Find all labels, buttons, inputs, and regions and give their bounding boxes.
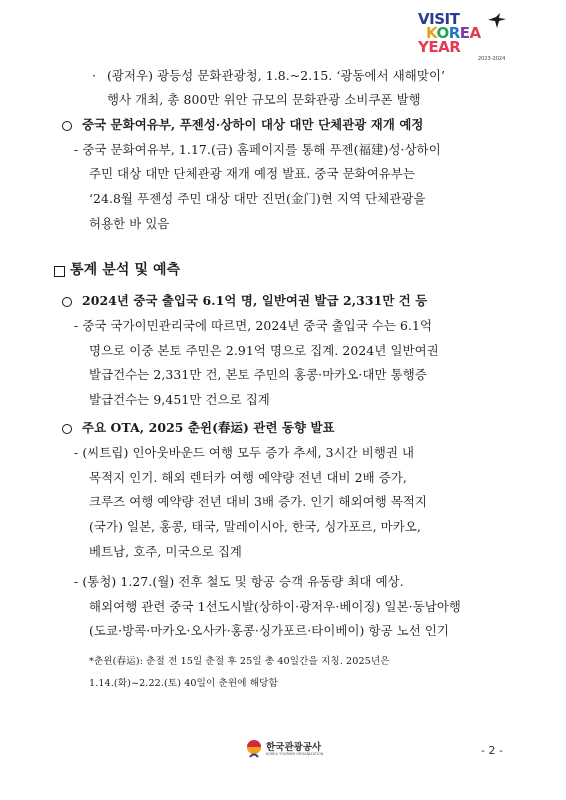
kto-org-name-en: KOREA TOURISM ORGANIZATION [266,752,324,756]
taiwan-line-4: 허용한 바 있음 [89,216,170,231]
ctrip-line-5: 베트남, 호주, 미국으로 집계 [89,544,242,559]
kto-org-name: 한국관광공사 [266,742,322,753]
logo-line-year: YEAR [418,38,461,56]
note-line-1: *춘윈(春运): 춘절 전 15일 춘절 후 25일 총 40일간을 지칭. 2025년은 [89,656,390,667]
bird-icon [486,12,508,30]
intro-bullet: · [92,68,97,83]
kto-footer-logo [244,737,324,763]
ctrip-line-1: - (씨트립) 인아웃바운드 여행 모두 증가 추세, 3시간 비행권 내 [74,445,415,460]
intro-line-1: (광저우) 광등성 문화관광청, 1.8.~2.15. ‘광동에서 새해맞이’ [107,68,446,83]
intro-line-2: 행사 개최, 총 800만 위안 규모의 문화관광 소비쿠폰 발행 [107,92,421,107]
logo-line-visit: VISIT [418,10,460,28]
ctrip-line-2: 목적지 인기. 해외 렌터카 여행 예약량 전년 대비 2배 증가, [89,470,407,485]
outbound-heading: 2024년 중국 출입국 6.1억 명, 일반여권 발급 2,331만 건 등 [82,293,428,308]
outbound-line-3: 발급건수는 2,331만 건, 본토 주민의 홍콩·마카오·대만 통행증 [89,367,427,382]
heading-circle-bullet [62,424,72,434]
ctrip-line-3: 크루즈 여행 예약량 전년 대비 3배 증가. 인기 해외여행 목적지 [89,494,428,509]
tongcheng-line-3: (도쿄·방콕·마카오·오사카·홍콩·싱가포르·타이베이) 항공 노선 인기 [89,623,450,638]
heading-circle-bullet [62,297,72,307]
heading-circle-bullet [62,121,72,131]
page-number: - 2 - [481,744,503,757]
logo-years: 2023-2024 [478,56,506,62]
taiwan-line-1: - 중국 문화여유부, 1.17.(금) 홈페이지를 통해 푸젠(福建)성·상하이 [74,142,441,157]
outbound-line-1: - 중국 국가이민관리국에 따르면, 2024년 중국 출입국 수는 6.1억 [74,318,433,333]
ota-heading: 주요 OTA, 2025 춘윈(春运) 관련 동향 발표 [82,420,335,435]
taiwan-heading: 중국 문화여유부, 푸젠성·상하이 대상 대만 단체관광 재개 예정 [82,117,424,132]
taiwan-line-3: ‘24.8월 푸젠성 주민 대상 대만 진먼(金门)현 지역 단체관광을 [89,191,426,206]
outbound-line-4: 발급건수는 9,451만 건으로 집계 [89,392,270,407]
section-square-bullet [54,266,65,277]
tongcheng-line-1: - (통청) 1.27.(월) 전후 철도 및 항공 승객 유동량 최대 예상. [74,574,404,589]
taiwan-line-2: 주민 대상 대만 단체관광 재개 예정 발표. 중국 문화여유부는 [89,166,416,181]
note-line-2: 1.14.(화)~2.22.(토) 40일이 춘윈에 해당함 [89,678,278,689]
outbound-line-2: 명으로 이중 본토 주민은 2.91억 명으로 집계. 2024년 일반여권 [89,343,439,358]
tongcheng-line-2: 해외여행 관련 중국 1선도시발(상하이·광저우·베이징) 일본·동남아행 [89,599,461,614]
kto-emblem-icon [244,737,264,761]
ctrip-line-4: (국가) 일본, 홍콩, 태국, 말레이시아, 한국, 싱가포르, 마카오, [89,519,421,534]
visit-korea-year-logo [418,12,514,72]
logo-line-korea: KOREA [426,24,481,42]
section-title: 통계 분석 및 예측 [70,262,181,278]
